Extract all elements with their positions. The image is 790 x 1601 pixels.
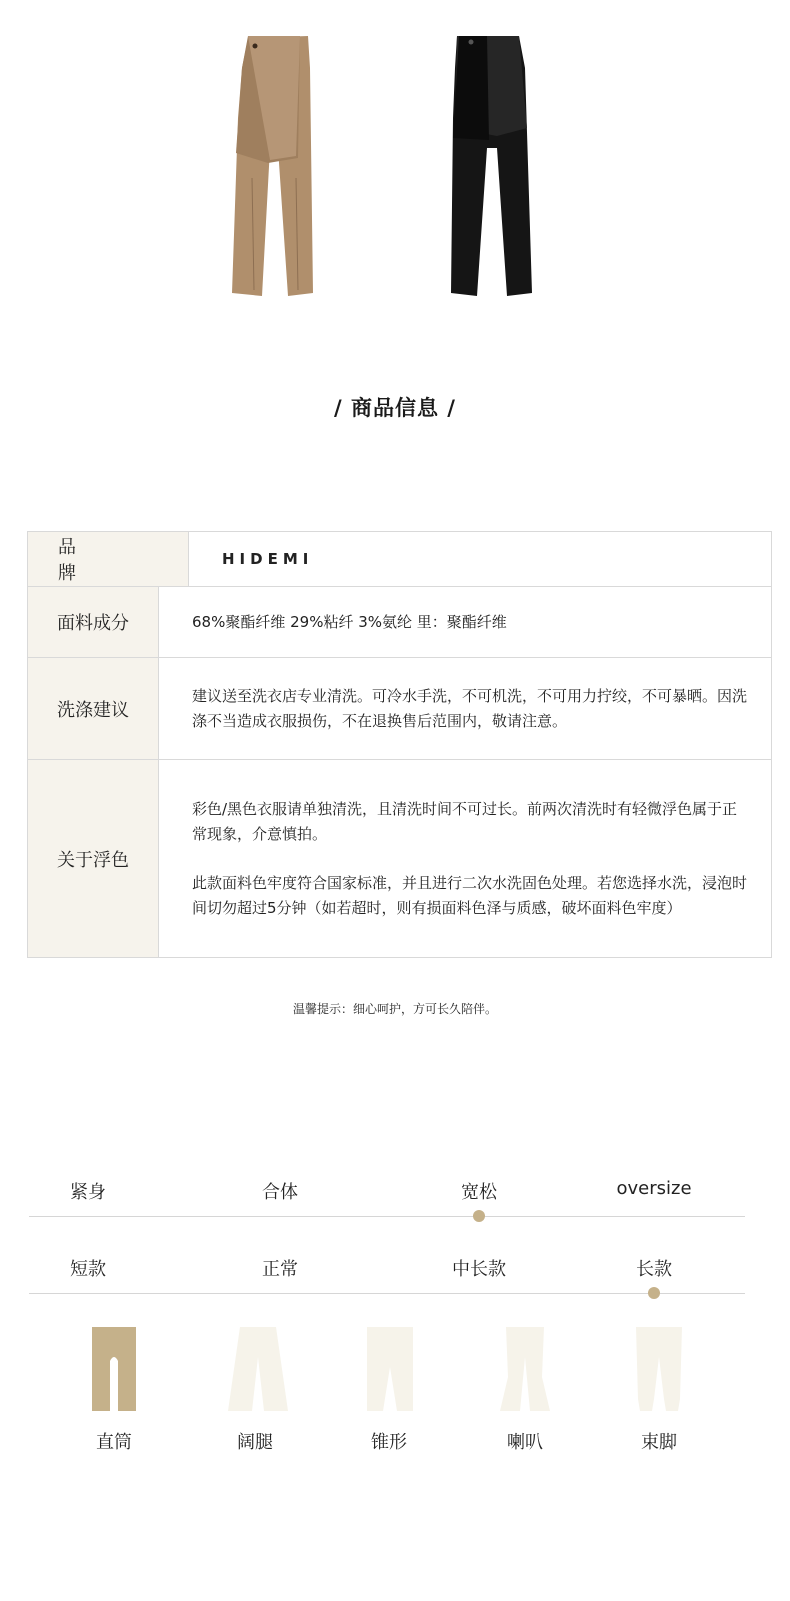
length-scale-indicator	[648, 1287, 660, 1299]
info-row-fabric	[28, 587, 771, 658]
fabric-composition: 68%聚酯纤维 29%粘纤 3%氨纶 里：聚酯纤维	[192, 612, 507, 631]
length-option-normal: 正常	[262, 1259, 298, 1280]
fit-scale-indicator	[473, 1210, 485, 1222]
washing-advice: 建议送至洗衣店专业清洗。可冷水手洗，不可机洗，不可用力拧绞，不可暴晒。因洗涤不当造成衣服损伤，不在退换售后范围内，敬请注意。	[192, 686, 748, 730]
straight-leg-icon	[90, 1327, 138, 1411]
fit-option-oversize: oversize	[616, 1178, 692, 1199]
shape-label-straight: 直筒	[96, 1432, 132, 1453]
care-tip: 温馨提示：细心呵护，方可长久陪伴。	[292, 1002, 497, 1016]
length-option-mid-long: 中长款	[452, 1259, 506, 1280]
info-label-fabric: 面料成分	[28, 587, 159, 657]
section-title: / 商品信息 /	[334, 396, 456, 420]
info-label-washing: 洗涤建议	[28, 658, 159, 759]
wide-leg-icon	[228, 1327, 276, 1411]
brand-name: HIDEMI	[222, 549, 314, 568]
length-scale-line	[29, 1293, 745, 1294]
flare-leg-icon	[500, 1327, 548, 1411]
info-row-washing	[28, 658, 771, 760]
product-image-camel	[218, 28, 328, 303]
length-option-long: 长款	[636, 1259, 672, 1280]
jogger-leg-icon	[636, 1327, 684, 1411]
product-image-black	[437, 28, 547, 303]
info-value-color-bleed	[159, 760, 771, 957]
shape-label-tapered: 锥形	[371, 1432, 407, 1453]
info-label-brand: 品 牌	[28, 532, 189, 586]
product-info-table	[27, 531, 772, 958]
color-bleed-note-1: 彩色/黑色衣服请单独清洗，且清洗时间不可过长。前两次清洗时有轻微浮色属于正常现象，介意慎拍。	[192, 799, 738, 843]
tapered-leg-icon	[367, 1327, 415, 1411]
info-value-washing	[159, 658, 771, 759]
info-value-brand	[189, 532, 771, 586]
shape-label-flare: 喇叭	[507, 1432, 543, 1453]
fit-option-tight: 紧身	[70, 1182, 106, 1203]
fit-option-regular: 合体	[262, 1182, 298, 1203]
fit-option-loose: 宽松	[461, 1182, 497, 1203]
info-row-brand	[28, 532, 771, 587]
shape-label-wide: 阔腿	[237, 1432, 273, 1453]
info-row-color-bleed	[28, 760, 771, 957]
color-bleed-note-2: 此款面料色牢度符合国家标准，并且进行二次水洗固色处理。若您选择水洗，浸泡时间切勿超过5分钟（如若超时，则有损面料色泽与质感，破坏面料色牢度）	[192, 873, 748, 917]
shape-label-jogger: 束脚	[641, 1432, 677, 1453]
info-value-fabric	[159, 587, 771, 657]
info-label-color-bleed: 关于浮色	[28, 760, 159, 957]
fit-scale-line	[29, 1216, 745, 1217]
length-option-short: 短款	[70, 1259, 106, 1280]
